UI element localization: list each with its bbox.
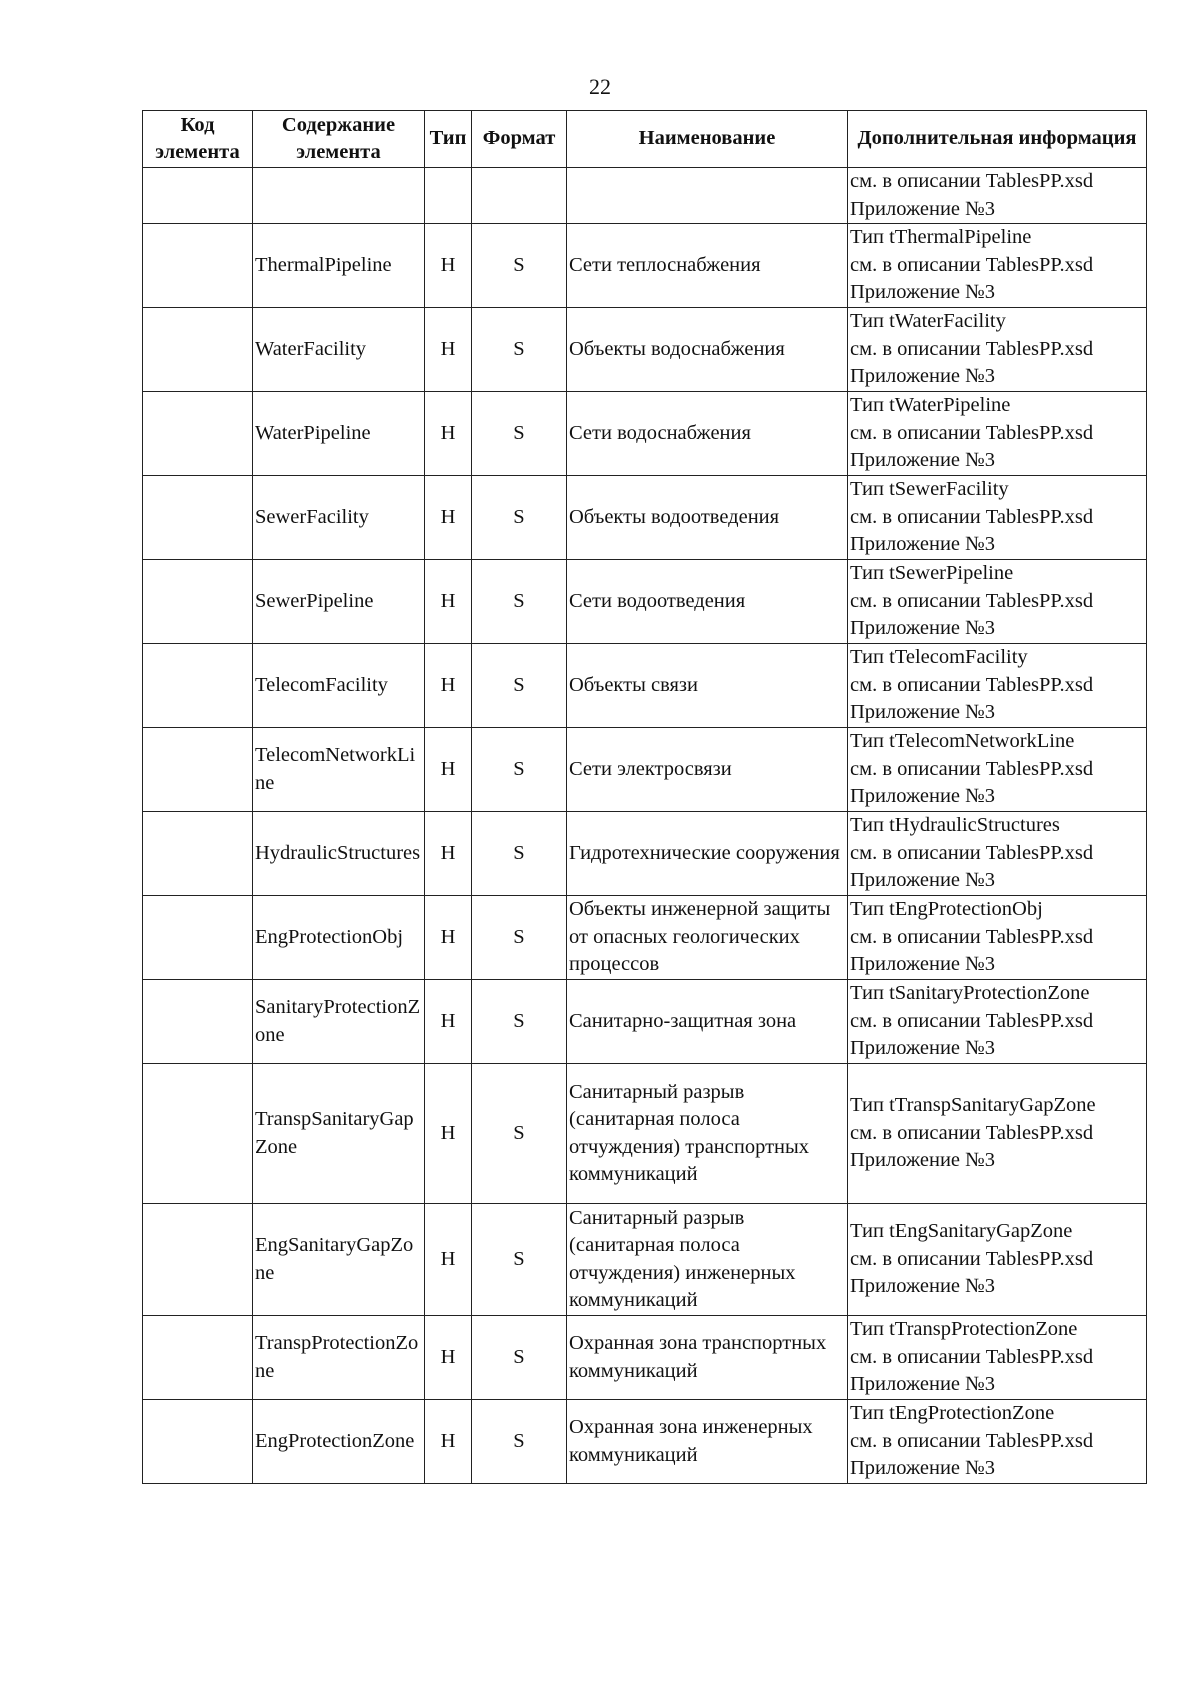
cell-name: Охранная зона транспортных коммуникаций: [567, 1316, 848, 1400]
info-ref-line: см. в описании TablesPP.xsd: [850, 673, 1094, 696]
cell-name: Санитарно-защитная зона: [567, 980, 848, 1064]
table-row: [143, 1204, 1147, 1316]
info-ref-line: см. в описании TablesPP.xsd: [850, 841, 1094, 864]
cell-type: H: [425, 896, 472, 980]
cell-type: H: [425, 560, 472, 644]
cell-content: TranspSanitaryGapZone: [253, 1064, 425, 1204]
cell-content: EngSanitaryGapZone: [253, 1204, 425, 1316]
info-type-line: Тип tTranspSanitaryGapZone: [850, 1094, 1096, 1117]
info-ref-line: см. в описании TablesPP.xsd: [850, 1429, 1094, 1452]
header-info: Дополнительная информация: [848, 111, 1147, 168]
info-appendix-line: Приложение №3: [850, 533, 995, 556]
table-row: [143, 560, 1147, 644]
cell-code: [143, 1316, 253, 1400]
info-type-line: Тип tTelecomFacility: [850, 646, 1028, 669]
cell-code: [143, 560, 253, 644]
info-ref-line: см. в описании TablesPP.xsd: [850, 757, 1094, 780]
cell-content: WaterFacility: [253, 308, 425, 392]
header-format: Формат: [472, 111, 567, 168]
cell-info: [848, 728, 1147, 812]
info-appendix-line: Приложение №3: [850, 953, 995, 976]
cell-name: Объекты водоотведения: [567, 476, 848, 560]
cell-code: [143, 896, 253, 980]
cell-type: H: [425, 980, 472, 1064]
table-row: [143, 224, 1147, 308]
info-type-line: Тип tTranspProtectionZone: [850, 1318, 1078, 1341]
info-appendix-line: Приложение №3: [850, 365, 995, 388]
cell-info: [848, 1204, 1147, 1316]
cell-code: [143, 476, 253, 560]
info-type-line: Тип tEngProtectionZone: [850, 1402, 1055, 1425]
element-spec-table: [142, 110, 1147, 1484]
cell-content: EngProtectionZone: [253, 1400, 425, 1484]
cell-format: S: [472, 980, 567, 1064]
header-name: Наименование: [567, 111, 848, 168]
cell-info: [848, 476, 1147, 560]
cell-content: [253, 168, 425, 224]
info-ref-line: см. в описании TablesPP.xsd: [850, 337, 1094, 360]
info-appendix-line: Приложение №3: [850, 869, 995, 892]
cell-type: H: [425, 224, 472, 308]
info-ref-line: см. в описании TablesPP.xsd: [850, 421, 1094, 444]
cell-format: S: [472, 476, 567, 560]
cell-type: H: [425, 1400, 472, 1484]
info-type-line: Тип tThermalPipeline: [850, 226, 1032, 249]
cell-format: S: [472, 1064, 567, 1204]
cell-content: WaterPipeline: [253, 392, 425, 476]
cell-type: H: [425, 308, 472, 392]
cell-name: Сети теплоснабжения: [567, 224, 848, 308]
cell-format: S: [472, 644, 567, 728]
info-appendix-line: Приложение №3: [850, 1037, 995, 1060]
table-row: [143, 812, 1147, 896]
cell-code: [143, 224, 253, 308]
cell-format: S: [472, 308, 567, 392]
header-content: Содержание элемента: [253, 111, 425, 168]
cell-info: [848, 644, 1147, 728]
table-row: [143, 1316, 1147, 1400]
info-ref-line: см. в описании TablesPP.xsd: [850, 589, 1094, 612]
table-row: [143, 392, 1147, 476]
info-type-line: Тип tHydraulicStructures: [850, 814, 1060, 837]
cell-code: [143, 980, 253, 1064]
cell-format: S: [472, 1316, 567, 1400]
cell-type: [425, 168, 472, 224]
cell-info: [848, 224, 1147, 308]
info-type-line: Тип tSewerPipeline: [850, 562, 1014, 585]
table-row: [143, 644, 1147, 728]
cell-name: Сети водоснабжения: [567, 392, 848, 476]
info-type-line: Тип tEngSanitaryGapZone: [850, 1220, 1073, 1243]
info-type-line: Тип tTelecomNetworkLine: [850, 730, 1075, 753]
info-appendix-line: Приложение №3: [850, 197, 995, 220]
info-appendix-line: Приложение №3: [850, 1457, 995, 1480]
cell-content: HydraulicStructures: [253, 812, 425, 896]
table-row: [143, 728, 1147, 812]
cell-type: H: [425, 728, 472, 812]
info-appendix-line: Приложение №3: [850, 701, 995, 724]
table-row: [143, 1064, 1147, 1204]
cell-format: S: [472, 728, 567, 812]
info-appendix-line: Приложение №3: [850, 1275, 995, 1298]
cell-content: SewerPipeline: [253, 560, 425, 644]
cell-code: [143, 308, 253, 392]
cell-code: [143, 728, 253, 812]
cell-info: [848, 168, 1147, 224]
info-ref-line: см. в описании TablesPP.xsd: [850, 505, 1094, 528]
cell-type: H: [425, 1316, 472, 1400]
cell-format: S: [472, 392, 567, 476]
info-type-line: Тип tSanitaryProtectionZone: [850, 982, 1090, 1005]
table-header-row: [143, 111, 1147, 168]
cell-type: H: [425, 644, 472, 728]
cell-format: S: [472, 812, 567, 896]
cell-content: TelecomFacility: [253, 644, 425, 728]
cell-name: Сети электросвязи: [567, 728, 848, 812]
cell-content: ThermalPipeline: [253, 224, 425, 308]
table-row: [143, 896, 1147, 980]
cell-format: S: [472, 1400, 567, 1484]
cell-code: [143, 644, 253, 728]
cell-type: H: [425, 1204, 472, 1316]
cell-format: S: [472, 896, 567, 980]
info-appendix-line: Приложение №3: [850, 785, 995, 808]
table-row: [143, 308, 1147, 392]
info-ref-line: см. в описании TablesPP.xsd: [850, 1247, 1094, 1270]
cell-info: [848, 896, 1147, 980]
cell-name: Санитарный разрыв (санитарная полоса отчуждения) инженерных коммуникаций: [567, 1204, 848, 1316]
info-appendix-line: Приложение №3: [850, 1149, 995, 1172]
cell-format: S: [472, 560, 567, 644]
cell-code: [143, 1204, 253, 1316]
cell-name: [567, 168, 848, 224]
cell-code: [143, 392, 253, 476]
cell-info: [848, 560, 1147, 644]
cell-name: Объекты водоснабжения: [567, 308, 848, 392]
info-ref-line: см. в описании TablesPP.xsd: [850, 925, 1094, 948]
info-type-line: Тип tWaterFacility: [850, 310, 1006, 333]
info-appendix-line: Приложение №3: [850, 449, 995, 472]
cell-info: [848, 1316, 1147, 1400]
table-row: [143, 476, 1147, 560]
info-appendix-line: Приложение №3: [850, 281, 995, 304]
continuation-row: [143, 168, 1147, 224]
cell-content: TranspProtectionZone: [253, 1316, 425, 1400]
page-number: 22: [589, 74, 611, 99]
cell-content: SewerFacility: [253, 476, 425, 560]
info-type-line: Тип tEngProtectionObj: [850, 898, 1043, 921]
cell-type: H: [425, 476, 472, 560]
header-code: Код элемента: [143, 111, 253, 168]
cell-name: Объекты инженерной защиты от опасных геологических процессов: [567, 896, 848, 980]
cell-format: [472, 168, 567, 224]
cell-name: Охранная зона инженерных коммуникаций: [567, 1400, 848, 1484]
cell-info: [848, 812, 1147, 896]
cell-info: [848, 392, 1147, 476]
cell-info: [848, 308, 1147, 392]
cell-format: S: [472, 224, 567, 308]
info-ref-line: см. в описании TablesPP.xsd: [850, 253, 1094, 276]
cell-content: TelecomNetworkLine: [253, 728, 425, 812]
cell-code: [143, 1400, 253, 1484]
cell-code: [143, 168, 253, 224]
info-ref-line: см. в описании TablesPP.xsd: [850, 1121, 1094, 1144]
cell-type: H: [425, 812, 472, 896]
cell-content: EngProtectionObj: [253, 896, 425, 980]
cell-name: Объекты связи: [567, 644, 848, 728]
cell-type: H: [425, 392, 472, 476]
info-ref-line: см. в описании TablesPP.xsd: [850, 170, 1094, 192]
cell-name: Сети водоотведения: [567, 560, 848, 644]
cell-code: [143, 812, 253, 896]
header-type: Тип: [425, 111, 472, 168]
cell-name: Санитарный разрыв (санитарная полоса отчуждения) транспортных коммуникаций: [567, 1064, 848, 1204]
cell-content: SanitaryProtectionZone: [253, 980, 425, 1064]
cell-format: S: [472, 1204, 567, 1316]
table-row: [143, 1400, 1147, 1484]
cell-info: [848, 1064, 1147, 1204]
info-ref-line: см. в описании TablesPP.xsd: [850, 1009, 1094, 1032]
info-type-line: Тип tSewerFacility: [850, 478, 1009, 501]
info-appendix-line: Приложение №3: [850, 1373, 995, 1396]
cell-type: H: [425, 1064, 472, 1204]
cell-info: [848, 980, 1147, 1064]
info-ref-line: см. в описании TablesPP.xsd: [850, 1345, 1094, 1368]
cell-name: Гидротехнические сооружения: [567, 812, 848, 896]
info-type-line: Тип tWaterPipeline: [850, 394, 1011, 417]
cell-info: [848, 1400, 1147, 1484]
info-appendix-line: Приложение №3: [850, 617, 995, 640]
cell-code: [143, 1064, 253, 1204]
table-row: [143, 980, 1147, 1064]
